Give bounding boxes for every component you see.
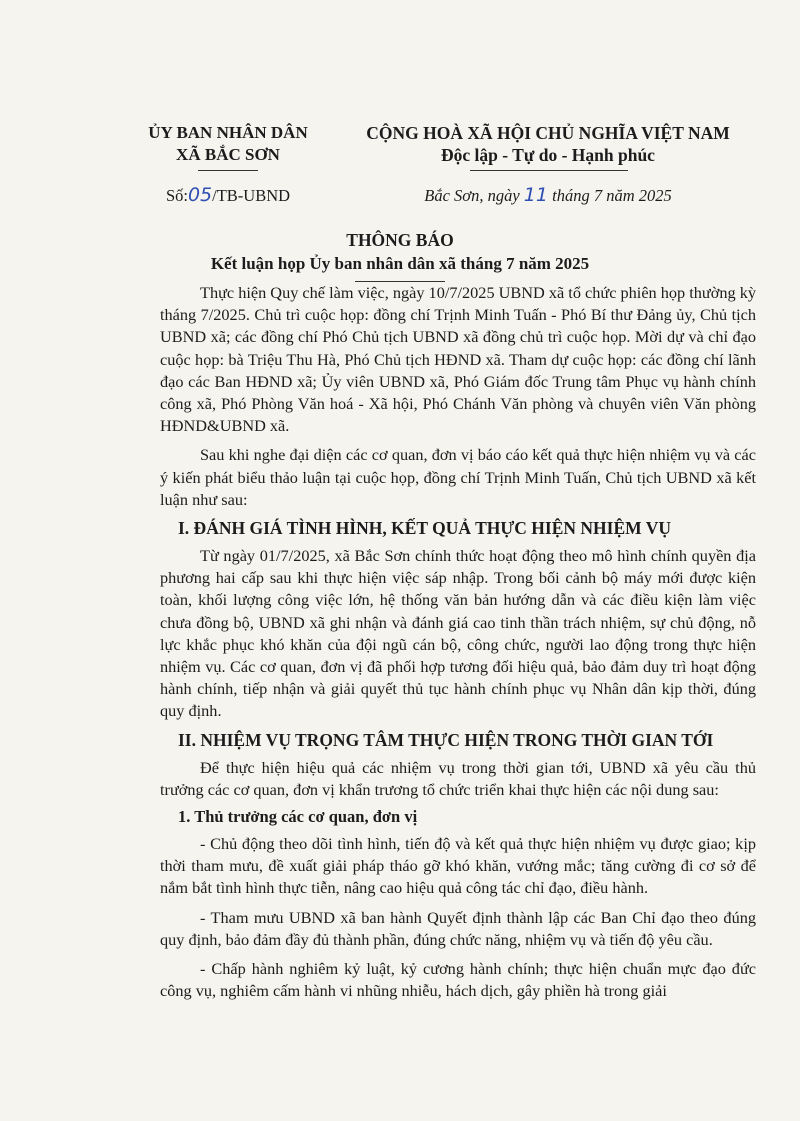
intro-paragraph-1: Thực hiện Quy chế làm việc, ngày 10/7/2025 UBND xã tổ chức phiên họp thường kỳ tháng 7/2025. Chủ trì cuộc họp: đồng chí Trịnh Minh Tuấn - Phó Bí thư Đảng ủy, Chủ tịch UBND xã; các đồng chí Phó Chủ tịch UBND xã đồng chủ trì cuộc họp. Mời dự và chỉ đạo cuộc họp: bà Triệu Thu Hà, Phó Chủ tịch HĐND xã. Tham dự cuộc họp: các đồng chí lãnh đạo các Ban HĐND xã; Ủy viên UBND xã, Phó Giám đốc Trung tâm Phục vụ hành chính công xã, Phó Phòng Văn hoá - Xã hội, Phó Chánh Văn phòng và chuyên viên Văn phòng HĐND&UBND xã. <box>160 283 756 436</box>
document-title-block <box>0 228 800 282</box>
document-header <box>0 118 800 208</box>
date-day-handwritten: 11 <box>523 184 548 206</box>
national-motto: Độc lập - Tự do - Hạnh phúc <box>441 145 655 165</box>
doc-number-suffix: /TB-UBND <box>212 186 291 205</box>
motto-underline <box>470 170 628 171</box>
date-suffix: tháng 7 năm 2025 <box>547 186 672 205</box>
issuing-authority: ỦY BAN NHÂN DÂN <box>148 123 308 142</box>
doc-number-prefix: Số: <box>165 186 188 205</box>
authority-underline <box>198 170 258 171</box>
national-title: CỘNG HOÀ XÃ HỘI CHỦ NGHĨA VIỆT NAM <box>366 123 730 143</box>
list-item: - Chủ động theo dõi tình hình, tiến độ và kết quả thực hiện nhiệm vụ được giao; kịp thời tham mưu, đề xuất giải pháp tháo gỡ khó khăn, vướng mắc; tăng cường đi cơ sở để nắm bắt tình hình thực tiễn, nâng cao hiệu quả công tác chỉ đạo, điều hành. <box>160 834 756 898</box>
issuing-commune: XÃ BẮC SƠN <box>176 145 280 164</box>
document-title: THÔNG BÁO <box>346 230 454 250</box>
document-body <box>160 282 756 1121</box>
document-subtitle: Kết luận họp Ủy ban nhân dân xã tháng 7 năm 2025 <box>210 254 590 273</box>
date-prefix: Bắc Sơn, ngày <box>424 186 524 205</box>
section-1-heading: I. ĐÁNH GIÁ TÌNH HÌNH, KẾT QUẢ THỰC HIỆN NHIỆM VỤ <box>178 518 671 539</box>
document-date <box>342 184 754 207</box>
section-1-paragraph: Từ ngày 01/7/2025, xã Bắc Sơn chính thức hoạt động theo mô hình chính quyền địa phương hai cấp sau khi thực hiện việc sáp nhập. Trong bối cảnh bộ máy mới được kiện toàn, khối lượng công việc lớn, hệ thống văn bản hướng dẫn và các điều kiện làm việc chưa đồng bộ, UBND xã ghi nhận và đánh giá cao tinh thần trách nhiệm, sự chủ động, nỗ lực khắc phục khó khăn của đội ngũ cán bộ, công chức, người lao động trong thực hiện nhiệm vụ. Các cơ quan, đơn vị đã phối hợp tương đối hiệu quả, bảo đảm duy trì hoạt động hành chính, tiếp nhận và giải quyết thủ tục hành chính phục vụ Nhân dân kịp thời, đúng quy định. <box>160 546 756 721</box>
section-2-paragraph: Để thực hiện hiệu quả các nhiệm vụ trong thời gian tới, UBND xã yêu cầu thủ trưởng các cơ quan, đơn vị khẩn trương tổ chức triển khai thực hiện các nội dung sau: <box>160 757 756 799</box>
list-item: - Chấp hành nghiêm kỷ luật, kỷ cương hành chính; thực hiện chuẩn mực đạo đức công vụ, nghiêm cấm hành vi nhũng nhiễu, hách dịch, gây phiền hà trong giải <box>160 959 756 1001</box>
document-number <box>110 184 346 207</box>
doc-number-handwritten: 05 <box>187 184 213 206</box>
section-2-heading: II. NHIỆM VỤ TRỌNG TÂM THỰC HIỆN TRONG THỜI GIAN TỚI <box>178 729 714 750</box>
list-item: - Tham mưu UBND xã ban hành Quyết định thành lập các Ban Chỉ đạo theo đúng quy định, bảo đảm đầy đủ thành phần, đúng chức năng, nhiệm vụ và tiến độ yêu cầu. <box>160 907 756 949</box>
intro-paragraph-2: Sau khi nghe đại diện các cơ quan, đơn vị báo cáo kết quả thực hiện nhiệm vụ và các ý kiến phát biểu thảo luận tại cuộc họp, đồng chí Trịnh Minh Tuấn, Chủ tịch UBND xã kết luận như sau: <box>160 445 756 509</box>
subsection-1-heading: 1. Thủ trưởng các cơ quan, đơn vị <box>178 807 418 827</box>
